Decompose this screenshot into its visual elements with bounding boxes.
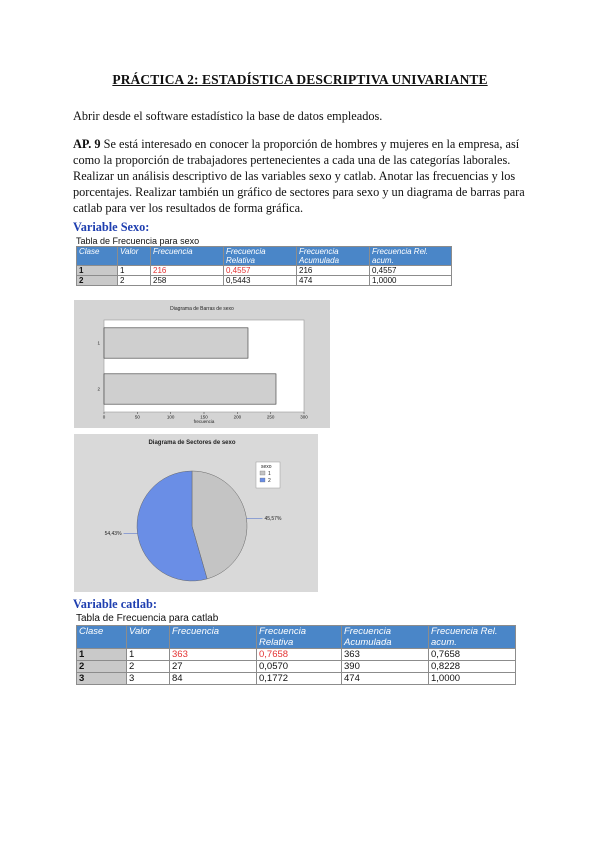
page-title: PRÁCTICA 2: ESTADÍSTICA DESCRIPTIVA UNIVARIANTE bbox=[112, 72, 488, 87]
legend-label-2: 2 bbox=[268, 478, 271, 484]
table-cell: 0,8228 bbox=[429, 661, 516, 673]
column-header: Frecuencia Rel. acum. bbox=[370, 247, 452, 266]
bar-chart-svg bbox=[74, 300, 330, 428]
table-row bbox=[77, 276, 452, 286]
bar-x-axis-label: frecuencia bbox=[193, 419, 215, 424]
catlab-heading: Variable catlab: bbox=[73, 597, 157, 611]
pie-chart bbox=[74, 434, 318, 592]
bar-1 bbox=[104, 328, 248, 358]
x-tick-label: 150 bbox=[200, 414, 208, 420]
table-cell: 0,4557 bbox=[370, 266, 452, 276]
pie-legend-title: sexo bbox=[261, 464, 272, 470]
column-header: Frecuencia Acumulada bbox=[297, 247, 370, 266]
ap9-paragraph bbox=[73, 136, 533, 216]
table-cell: 1 bbox=[118, 266, 151, 276]
table-cell: 0,1772 bbox=[257, 673, 342, 685]
table-cell: 1,0000 bbox=[370, 276, 452, 286]
table-row bbox=[77, 649, 516, 661]
table-cell: 3 bbox=[127, 673, 170, 685]
table-cell: 258 bbox=[151, 276, 224, 286]
table-header-row bbox=[77, 626, 516, 649]
x-tick-label: 300 bbox=[300, 414, 308, 420]
legend-label-1: 1 bbox=[268, 471, 271, 477]
table-cell: 3 bbox=[77, 673, 127, 685]
bar-category-label: 1 bbox=[97, 340, 100, 346]
table-cell: 2 bbox=[77, 661, 127, 673]
table-cell: 84 bbox=[170, 673, 257, 685]
column-header: Frecuencia Relativa bbox=[224, 247, 297, 266]
sexo-frequency-table bbox=[76, 246, 452, 286]
column-header: Frecuencia bbox=[170, 626, 257, 649]
ap9-label: AP. 9 bbox=[73, 137, 101, 151]
table-header-row bbox=[77, 247, 452, 266]
table-cell: 0,5443 bbox=[224, 276, 297, 286]
bar-category-label: 2 bbox=[97, 386, 100, 392]
intro-paragraph: Abrir desde el software estadístico la base de datos empleados. bbox=[73, 109, 383, 123]
table-cell: 216 bbox=[297, 266, 370, 276]
column-header: Frecuencia Rel. acum. bbox=[429, 626, 516, 649]
table-cell: 474 bbox=[297, 276, 370, 286]
x-tick-label: 250 bbox=[266, 414, 275, 420]
column-header: Valor bbox=[118, 247, 151, 266]
table-cell: 390 bbox=[342, 661, 429, 673]
table-cell: 0,7658 bbox=[257, 649, 342, 661]
table-cell: 363 bbox=[342, 649, 429, 661]
x-tick-label: 50 bbox=[134, 414, 140, 420]
pie-data-label: 45,57% bbox=[264, 515, 282, 522]
pie-chart-title: Diagrama de Sectores de sexo bbox=[148, 440, 236, 446]
column-header: Frecuencia bbox=[151, 247, 224, 266]
column-header: Frecuencia Relativa bbox=[257, 626, 342, 649]
table-cell: 1,0000 bbox=[429, 673, 516, 685]
bar-2 bbox=[104, 374, 276, 404]
sexo-table-title: Tabla de Frecuencia para sexo bbox=[76, 236, 200, 246]
table-cell: 363 bbox=[170, 649, 257, 661]
table-cell: 474 bbox=[342, 673, 429, 685]
catlab-frequency-table bbox=[76, 625, 516, 685]
table-cell: 2 bbox=[127, 661, 170, 673]
x-tick-label: 100 bbox=[166, 414, 175, 420]
x-tick-label: 0 bbox=[102, 414, 106, 420]
table-cell: 1 bbox=[77, 649, 127, 661]
x-tick-label: 200 bbox=[233, 414, 242, 420]
table-cell: 2 bbox=[118, 276, 151, 286]
table-cell: 0,0570 bbox=[257, 661, 342, 673]
pie-data-label: 54,43% bbox=[104, 531, 122, 538]
legend-swatch-2 bbox=[260, 478, 265, 482]
table-cell: 1 bbox=[127, 649, 170, 661]
column-header: Clase bbox=[77, 626, 127, 649]
sexo-heading: Variable Sexo: bbox=[73, 220, 150, 234]
table-row bbox=[77, 661, 516, 673]
table-cell: 0,7658 bbox=[429, 649, 516, 661]
column-header: Clase bbox=[77, 247, 118, 266]
table-cell: 0,4557 bbox=[224, 266, 297, 276]
table-cell: 2 bbox=[77, 276, 118, 286]
column-header: Valor bbox=[127, 626, 170, 649]
ap9-text: Se está interesado en conocer la proporción de hombres y mujeres en la empresa, así como la proporción de trabajadores pertenecientes a cada una de las categorías laborales. Realizar un análisis descriptivo de las variables sexo y catlab. Anotar las frecuencias y los porcentajes. Realizar también un gráfico de sectores para sexo y un diagrama de barras para catlab para ver los resultados de forma gráfica. bbox=[73, 137, 525, 215]
column-header: Frecuencia Acumulada bbox=[342, 626, 429, 649]
bar-chart bbox=[74, 300, 330, 428]
table-row bbox=[77, 266, 452, 276]
table-cell: 27 bbox=[170, 661, 257, 673]
table-cell: 216 bbox=[151, 266, 224, 276]
table-row bbox=[77, 673, 516, 685]
bar-chart-title: Diagrama de Barras de sexo bbox=[170, 306, 234, 312]
table-cell: 1 bbox=[77, 266, 118, 276]
catlab-table-title: Tabla de Frecuencia para catlab bbox=[76, 613, 219, 624]
pie-chart-svg bbox=[74, 434, 318, 592]
legend-swatch-1 bbox=[260, 471, 265, 475]
